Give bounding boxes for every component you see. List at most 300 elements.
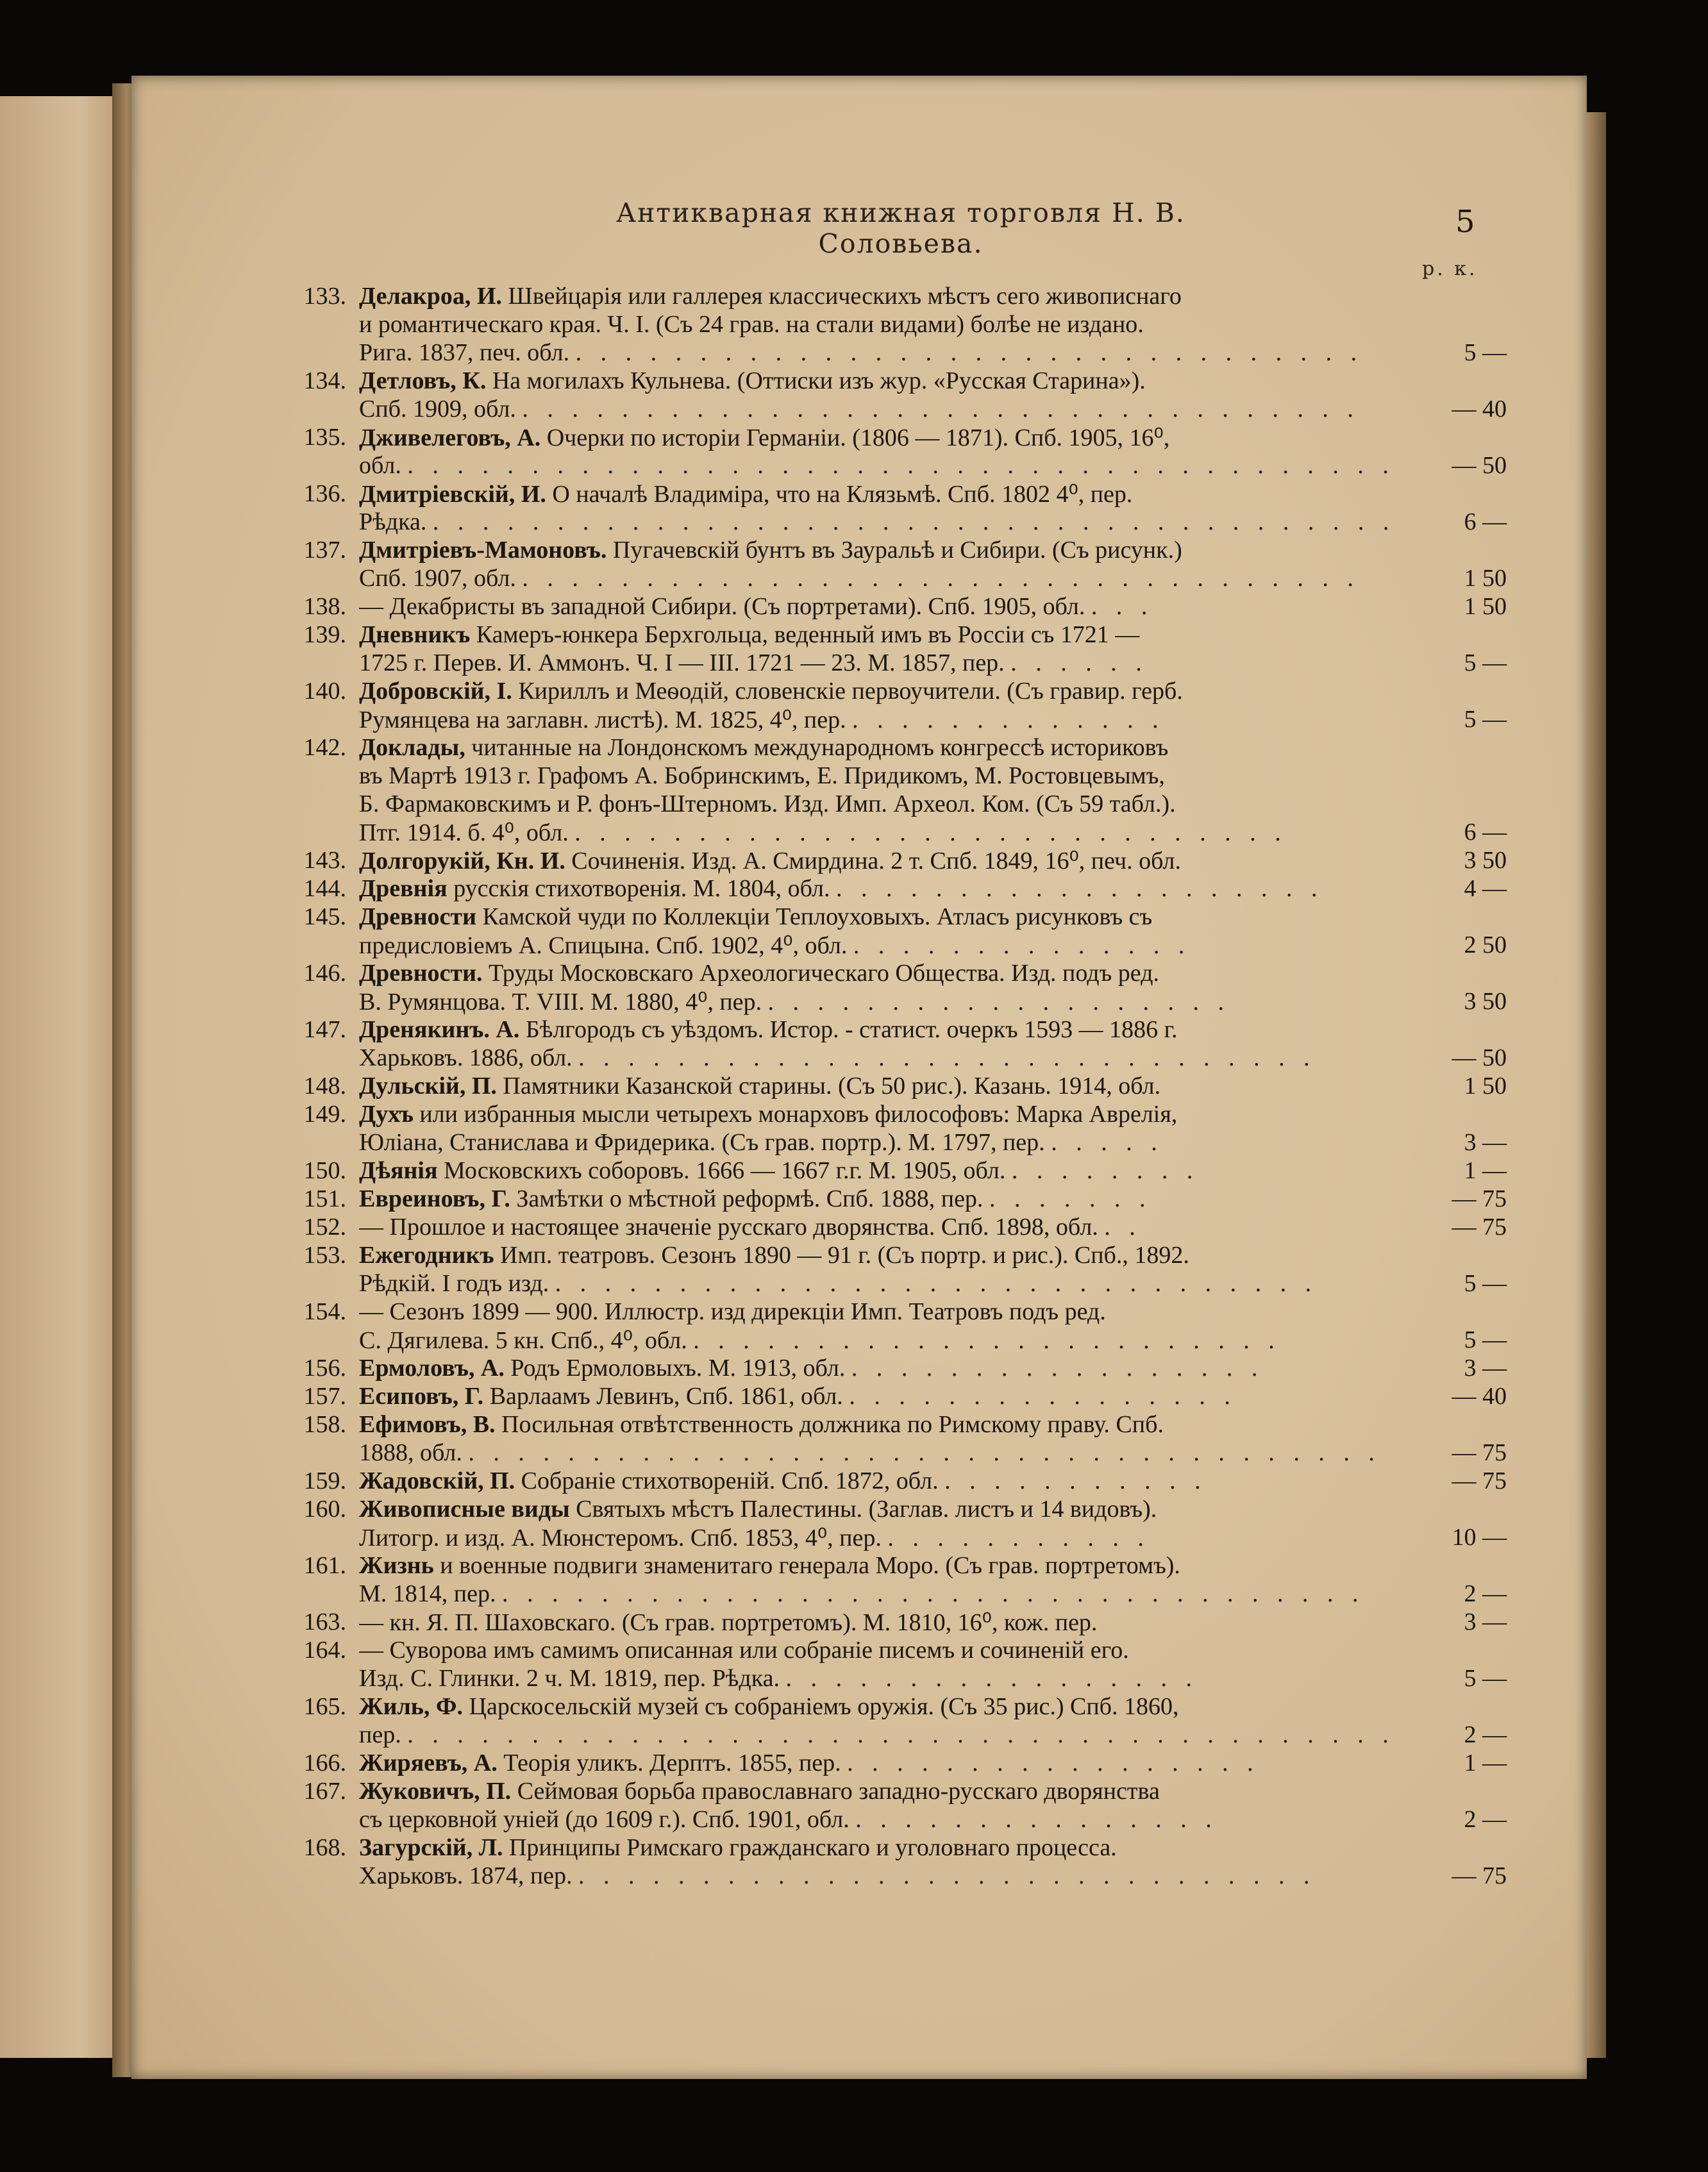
entry-text <box>359 1636 1475 1664</box>
entry-price: 2 — <box>1464 1580 1507 1607</box>
dot-leader: . . . . . . . . . . . . . . . . . <box>847 1750 1260 1776</box>
entry-number: 136. <box>303 480 346 507</box>
entry-author: Живописные виды <box>359 1496 570 1523</box>
catalog-line <box>295 1185 1513 1213</box>
catalog-line <box>295 451 1513 480</box>
catalog-line <box>295 592 1513 621</box>
entry-description: Московскихъ соборовъ. 1666 — 1667 г.г. М. 1905, обл. <box>444 1157 1006 1184</box>
entry-description: Рига. 1837, печ. обл. <box>359 339 570 366</box>
entry-description: Кириллъ и Меѳодій, словенскіе первоучители. (Съ гравир. герб. <box>518 678 1183 705</box>
entry-author: Делакроа, И. <box>359 283 502 310</box>
entry-description: Царскосельскій музей съ собраніемъ оружія. (Съ 35 рис.) Спб. 1860, <box>469 1693 1179 1720</box>
entry-author: Жадовскій, П. <box>359 1467 515 1494</box>
entry-description: Пугачевскій бунтъ въ Зауральѣ и Сибири. (Съ рисунк.) <box>612 537 1182 564</box>
entry-price: 1 50 <box>1464 593 1507 620</box>
entry-text <box>359 508 1475 536</box>
entry-description: Замѣтки о мѣстной реформѣ. Спб. 1888, пер. <box>516 1185 984 1212</box>
catalog-line <box>295 1495 1513 1523</box>
entry-description: — Сезонъ 1899 — 900. Иллюстр. изд дирекціи Имп. Театровъ подъ ред. <box>359 1298 1106 1325</box>
entry-description: Рѣдка. <box>359 508 427 535</box>
entry-author: Добровскій, I. <box>359 678 512 705</box>
entry-author: Дѣянія <box>359 1157 438 1184</box>
running-header: Антикварная книжная торговля Н. В. Соловьева. <box>616 197 1185 259</box>
entry-text <box>359 1777 1475 1805</box>
entry-number: 148. <box>303 1073 346 1099</box>
entry-author: Долгорукій, Кн. И. <box>359 848 565 874</box>
catalog-line <box>295 1805 1513 1834</box>
catalog-line <box>295 846 1513 874</box>
entry-text <box>359 564 1475 592</box>
entry-number: 138. <box>303 593 346 620</box>
entry-number: 140. <box>303 678 346 705</box>
dot-leader: . . . . . . . . . . . . . . . . <box>849 1383 1237 1410</box>
catalog-line <box>295 1523 1513 1551</box>
entry-description: пер. <box>359 1721 401 1748</box>
catalog-line <box>295 1241 1513 1269</box>
entry-text <box>359 1015 1475 1044</box>
entry-text <box>359 395 1475 423</box>
entry-number: 133. <box>303 283 346 310</box>
entry-description: Сеймовая борьба православнаго западно-русскаго дворянства <box>517 1778 1160 1805</box>
entry-author: Дживелеговъ, А. <box>359 424 541 451</box>
entry-author: Дневникъ <box>359 621 471 648</box>
entry-author: Дренякинъ. А. <box>359 1016 520 1043</box>
entry-number: 152. <box>303 1214 346 1241</box>
entry-number: 147. <box>303 1016 346 1043</box>
dot-leader: . . . . . . . . . . . . . . . . . . . . . . . . . . . . . . . . . . <box>522 396 1360 422</box>
entry-text <box>359 1157 1475 1185</box>
entry-description: Святыхъ мѣстъ Палестины. (Заглав. листъ и 14 видовъ). <box>576 1496 1157 1523</box>
entry-price: 5 — <box>1464 1326 1507 1353</box>
catalog-line <box>295 1044 1513 1072</box>
entry-text <box>359 1072 1475 1100</box>
entry-description: Литогр. и изд. А. Мюнстеромъ. Спб. 1853, 4⁰, пер. <box>359 1525 882 1551</box>
entry-price: — 40 <box>1452 1383 1507 1410</box>
entry-text <box>359 874 1475 903</box>
entry-text <box>359 592 1475 621</box>
catalog-line <box>295 1551 1513 1580</box>
entry-description: Бѣлгородъ съ уѣздомъ. Истор. - статист. очеркъ 1593 — 1886 г. <box>525 1016 1178 1043</box>
entry-author: Дульскій, П. <box>359 1073 497 1099</box>
entry-price: — 50 <box>1452 1044 1507 1071</box>
entry-description: обл. <box>359 452 401 479</box>
entry-text <box>359 733 1475 762</box>
entry-text <box>359 1044 1475 1072</box>
entry-number: 146. <box>303 960 346 987</box>
entry-number: 145. <box>303 903 346 930</box>
dot-leader: . . . . . . . . . . . . . <box>852 706 1165 733</box>
catalog-line <box>295 987 1513 1015</box>
entry-price: 5 — <box>1464 706 1507 733</box>
entry-author: Доклады, <box>359 734 465 761</box>
catalog-line <box>295 874 1513 903</box>
entry-number: 137. <box>303 537 346 564</box>
catalog-line <box>295 536 1513 564</box>
entry-description: Харьковъ. 1874, пер. <box>359 1862 573 1889</box>
entry-text <box>359 536 1475 564</box>
entry-description: предисловіемъ А. Спицына. Спб. 1902, 4⁰, обл. <box>359 932 848 959</box>
entry-text <box>359 1298 1475 1326</box>
entry-text <box>359 451 1475 480</box>
entry-description: Принципы Римскаго гражданскаго и уголовнаго процесса. <box>508 1834 1117 1861</box>
entry-price: 5 — <box>1464 1270 1507 1297</box>
entry-text <box>359 1551 1475 1580</box>
dot-leader: . . . . . <box>1051 1129 1164 1156</box>
entry-description: съ церковной уніей (до 1609 г.). Спб. 1901, обл. <box>359 1806 850 1833</box>
catalog-line <box>295 762 1513 790</box>
entry-description: — Декабристы въ западной Сибири. (Съ портретами). Спб. 1905, обл. <box>359 593 1085 620</box>
entry-price: 3 — <box>1464 1129 1507 1156</box>
price-column-heading: р. к. <box>1422 258 1478 280</box>
right-page-edge <box>1587 112 1606 2058</box>
entry-description: Камской чуди по Коллекціи Теплоуховыхъ. Атласъ рисунковъ съ <box>482 903 1153 930</box>
entry-price: 1 — <box>1464 1157 1507 1184</box>
entry-text <box>359 762 1475 790</box>
catalog-line <box>295 1072 1513 1100</box>
entry-text <box>359 1410 1475 1439</box>
catalog-line <box>295 1467 1513 1495</box>
entry-author: Жизнь <box>359 1552 434 1579</box>
catalog-line <box>295 1100 1513 1128</box>
entry-number: 165. <box>303 1693 346 1720</box>
entry-description: Собраніе стихотвореній. Спб. 1872, обл. <box>521 1467 939 1494</box>
entry-description: Спб. 1907, обл. <box>359 565 516 592</box>
entry-number: 160. <box>303 1496 346 1523</box>
catalog-line <box>295 1015 1513 1044</box>
entry-text <box>359 1326 1475 1355</box>
entry-number: 156. <box>303 1355 346 1382</box>
catalog-line <box>295 1664 1513 1692</box>
entry-price: 3 — <box>1464 1608 1507 1635</box>
entry-price: 10 — <box>1452 1524 1507 1551</box>
catalog-line <box>295 705 1513 733</box>
entry-text <box>359 931 1475 960</box>
entry-description: Очерки по исторіи Германіи. (1806 — 1871). Спб. 1905, 16⁰, <box>546 424 1170 451</box>
entry-author: Есиповъ, Г. <box>359 1383 484 1410</box>
catalog-line <box>295 1834 1513 1862</box>
entry-price: — 75 <box>1452 1467 1507 1494</box>
dot-leader: . . . . . . . . . . . . . . . . . . . . <box>835 875 1324 902</box>
entry-number: 151. <box>303 1185 346 1212</box>
entry-description: русскія стихотворенія. М. 1804, обл. <box>453 875 830 902</box>
catalog-line <box>295 1354 1513 1382</box>
entry-author: Жиль, Ф. <box>359 1693 464 1720</box>
entry-description: Памятники Казанской старины. (Съ 50 рис.). Казань. 1914, обл. <box>503 1073 1161 1099</box>
entry-price: 4 — <box>1464 875 1507 902</box>
entry-number: 135. <box>303 424 346 451</box>
entry-text <box>359 903 1475 931</box>
entry-text <box>359 1580 1475 1608</box>
entry-price: 3 — <box>1464 1355 1507 1382</box>
entry-text <box>359 649 1475 677</box>
catalog-line <box>295 508 1513 536</box>
entry-text <box>359 1354 1475 1382</box>
catalog-line <box>295 677 1513 705</box>
entry-price: 5 — <box>1464 1665 1507 1692</box>
catalog-line <box>295 818 1513 846</box>
entry-number: 153. <box>303 1242 346 1269</box>
entry-text <box>359 1805 1475 1834</box>
catalog-line <box>295 1777 1513 1805</box>
entry-text <box>359 1382 1475 1410</box>
entry-description: и военные подвиги знаменитаго генерала Моро. (Съ грав. портретомъ). <box>440 1552 1180 1579</box>
catalog-line <box>295 480 1513 508</box>
entry-text <box>359 1862 1475 1890</box>
entry-text <box>359 1467 1475 1495</box>
entry-description: Камеръ-юнкера Берхгольца, веденный имъ въ Россіи съ 1721 — <box>476 621 1140 648</box>
entry-description: Родъ Ермоловыхъ. М. 1913, обл. <box>510 1355 846 1382</box>
dot-leader: . . . . . . . . . . . . . . . . . . . . . . . . . . . . . . . . . . . . . . . . <box>407 452 1395 479</box>
entry-description: На могилахъ Кульнева. (Оттиски изъ жур. «Русская Старина»). <box>492 367 1146 394</box>
dot-leader: . . . <box>1091 593 1154 620</box>
entry-number: 166. <box>303 1750 346 1776</box>
entry-description: — Суворова имъ самимъ описанная или собраніе писемъ и сочиненій его. <box>359 1637 1129 1664</box>
entry-text <box>359 367 1475 395</box>
catalog-line <box>295 1862 1513 1890</box>
catalog-line <box>295 1213 1513 1241</box>
dot-leader: . . . . . . . . . . . . . . . . . . . <box>767 989 1231 1015</box>
catalog-entries <box>295 282 1513 1890</box>
entry-description: Рѣдкій. I годъ изд. <box>359 1270 549 1297</box>
entry-description: Харьковъ. 1886, обл. <box>359 1044 573 1071</box>
catalog-line <box>295 1298 1513 1326</box>
catalog-line <box>295 649 1513 677</box>
entry-author: Ермоловъ, А. <box>359 1355 505 1382</box>
catalog-line <box>295 931 1513 959</box>
entry-price: — 75 <box>1452 1439 1507 1466</box>
entry-text <box>359 1128 1475 1157</box>
catalog-line <box>295 1636 1513 1664</box>
dot-leader: . . . . . . . . . . . <box>944 1467 1207 1494</box>
entry-number: 144. <box>303 875 346 902</box>
dot-leader: . . . . . . . . . . . . . . . . . . . . . . . . . . . . . . . <box>555 1270 1318 1297</box>
entry-description: Юліана, Станислава и Фридерика. (Съ грав. портр.). М. 1797, пер. <box>359 1129 1045 1156</box>
entry-number: 143. <box>303 847 346 874</box>
entry-text <box>359 1495 1475 1523</box>
entry-description: Имп. театровъ. Сезонъ 1890 — 91 г. (Съ портр. и рис.). Спб., 1892. <box>500 1242 1189 1269</box>
entry-description: О началѣ Владиміра, что на Клязьмѣ. Спб. 1802 4⁰, пер. <box>552 481 1133 508</box>
entry-description: Труды Московскаго Археологическаго Общества. Изд. подъ ред. <box>489 960 1159 987</box>
entry-number: 159. <box>303 1467 346 1494</box>
catalog-line <box>295 282 1513 310</box>
entry-author: Детловъ, К. <box>359 367 487 394</box>
entry-text <box>359 1834 1475 1862</box>
entry-description: Изд. С. Глинки. 2 ч. М. 1819, пер. Рѣдка. <box>359 1665 780 1692</box>
entry-author: Дмитріевскій, И. <box>359 481 546 508</box>
entry-description: Б. Фармаковскимъ и Р. фонъ-Штерномъ. Изд. Имп. Археол. Ком. (Съ 59 табл.). <box>359 790 1176 817</box>
catalog-line <box>295 367 1513 395</box>
entry-text <box>359 1749 1475 1777</box>
catalog-line <box>295 423 1513 451</box>
catalog-line <box>295 338 1513 367</box>
catalog-line <box>295 395 1513 423</box>
entry-description: Птг. 1914. б. 4⁰, обл. <box>359 819 569 846</box>
entry-price: 2 — <box>1464 1806 1507 1833</box>
entry-author: Дмитріевъ-Мамоновъ. <box>359 537 607 564</box>
entry-price: 6 — <box>1464 508 1507 535</box>
catalog-line <box>295 1269 1513 1298</box>
entry-price: — 40 <box>1452 396 1507 422</box>
entry-description: С. Дягилева. 5 кн. Спб., 4⁰, обл. <box>359 1327 687 1354</box>
entry-number: 158. <box>303 1411 346 1438</box>
entry-price: — 75 <box>1452 1214 1507 1241</box>
entry-text <box>359 846 1475 875</box>
entry-author: Загурскій, Л. <box>359 1834 503 1861</box>
entry-number: 134. <box>303 367 346 394</box>
entry-description: Спб. 1909, обл. <box>359 396 516 422</box>
dot-leader: . . . . . . . . . . . . . . . . . . . . . . . . . . . . . . <box>578 1862 1316 1889</box>
page-number: 5 <box>1455 204 1475 240</box>
entry-description: Теорія уликъ. Дерптъ. 1855, пер. <box>503 1750 841 1776</box>
catalog-line <box>295 621 1513 649</box>
entry-text <box>359 959 1475 987</box>
entry-text <box>359 282 1475 310</box>
catalog-line <box>295 1439 1513 1467</box>
entry-author: Евреиновъ, Г. <box>359 1185 510 1212</box>
dot-leader: . . . . . . . . <box>1011 1157 1200 1184</box>
entry-text <box>359 310 1475 338</box>
catalog-line <box>295 1692 1513 1721</box>
entry-price: 3 50 <box>1464 988 1507 1015</box>
entry-text <box>359 1439 1475 1467</box>
catalog-line <box>295 959 1513 987</box>
entry-price: 1 50 <box>1464 1073 1507 1099</box>
dot-leader: . . . . . . . . . . . . . . <box>853 932 1191 959</box>
entry-author: Древности <box>359 903 476 930</box>
entry-price: 6 — <box>1464 819 1507 846</box>
dot-leader: . . . . . . . . . . . . . . . . . . . . . . . . . . . . . . . . . . <box>522 565 1360 592</box>
entry-number: 157. <box>303 1383 346 1410</box>
entry-author: Ежегодникъ <box>359 1242 494 1269</box>
entry-price: 3 50 <box>1464 847 1507 874</box>
entry-description: въ Мартѣ 1913 г. Графомъ А. Бобринскимъ, Е. Придикомъ, М. Ростовцевымъ, <box>359 762 1165 789</box>
catalog-line <box>295 1580 1513 1608</box>
entry-text <box>359 1523 1475 1552</box>
entry-number: 168. <box>303 1834 346 1861</box>
entry-description: Швейцарія или галлерея классическихъ мѣстъ сего живописнаго <box>508 283 1182 310</box>
dot-leader: . . . . . . . <box>989 1185 1152 1212</box>
entry-text <box>359 1241 1475 1269</box>
entry-text <box>359 1213 1475 1241</box>
entry-text <box>359 818 1475 847</box>
dot-leader: . . . . . . . . . . . <box>887 1525 1150 1551</box>
entry-description: читанные на Лондонскомъ международномъ конгрессѣ историковъ <box>471 734 1169 761</box>
entry-text <box>359 1721 1475 1749</box>
entry-description: — Прошлое и настоящее значеніе русскаго дворянства. Спб. 1898, обл. <box>359 1214 1098 1241</box>
entry-text <box>359 705 1475 734</box>
entry-description: Варлаамъ Левинъ, Спб. 1861, обл. <box>489 1383 843 1410</box>
entry-text <box>359 1100 1475 1128</box>
dot-leader: . . <box>1104 1214 1142 1241</box>
entry-price: 2 50 <box>1464 931 1507 958</box>
catalog-line <box>295 310 1513 338</box>
entry-number: 163. <box>303 1608 346 1635</box>
dot-leader: . . . . . . . . . . . . . . . . . . . . . . . . . . . . . . . . <box>575 339 1364 366</box>
entry-price: 5 — <box>1464 649 1507 676</box>
entry-text <box>359 790 1475 818</box>
entry-text <box>359 423 1475 452</box>
dot-leader: . . . . . . . . . . . . . . . . . . . . . . . . . . . . . . . . . . . . . . . . <box>407 1721 1395 1748</box>
entry-number: 154. <box>303 1298 346 1325</box>
entry-author: Ефимовъ, В. <box>359 1411 496 1438</box>
entry-price: 1 — <box>1464 1750 1507 1776</box>
catalog-line <box>295 1721 1513 1749</box>
entry-number: 167. <box>303 1778 346 1805</box>
entry-number: 139. <box>303 621 346 648</box>
entry-description: или избранныя мысли четырехъ монарховъ философовъ: Марка Аврелія, <box>419 1101 1178 1128</box>
catalog-line <box>295 1749 1513 1777</box>
catalog-line <box>295 564 1513 592</box>
entry-number: 142. <box>303 734 346 761</box>
entry-description: 1888, обл. <box>359 1439 462 1466</box>
entry-author: Древности. <box>359 960 483 987</box>
entry-author: Древнія <box>359 875 448 902</box>
entry-description: и романтическаго края. Ч. I. (Съ 24 грав. на стали видами) болѣе не издано. <box>359 311 1144 338</box>
catalog-line <box>295 1382 1513 1410</box>
entry-text <box>359 480 1475 508</box>
entry-price: — 50 <box>1452 452 1507 479</box>
dot-leader: . . . . . . . . . . . . . . . . . . . . . . . . . . . . . . . . . . . . . . . <box>432 508 1396 535</box>
entry-description: В. Румянцова. Т. VIII. М. 1880, 4⁰, пер. <box>359 989 762 1015</box>
entry-description: 1725 г. Перев. И. Аммонъ. Ч. I — III. 1721 — 23. М. 1857, пер. <box>359 649 1005 676</box>
catalog-line <box>295 1608 1513 1636</box>
entry-text <box>359 1185 1475 1213</box>
dot-leader: . . . . . . . . . . . . . . . . . . . . . . . . . . . . . <box>574 819 1287 846</box>
dot-leader: . . . . . . . . . . . . . . . . . . . . . . . . <box>693 1327 1281 1354</box>
entry-text <box>359 338 1475 367</box>
entry-text <box>359 1608 1475 1637</box>
entry-number: 161. <box>303 1552 346 1579</box>
dot-leader: . . . . . . . . . . . . . . . . . <box>851 1355 1264 1382</box>
dot-leader: . . . . . . . . . . . . . . . <box>855 1806 1218 1833</box>
dot-leader: . . . . . . <box>1010 649 1148 676</box>
dot-leader: . . . . . . . . . . . . . . . . . <box>785 1665 1198 1692</box>
entry-description: Посильная отвѣтственность должника по Римскому праву. Спб. <box>501 1411 1164 1438</box>
entry-author: Духъ <box>359 1101 414 1128</box>
dot-leader: . . . . . . . . . . . . . . . . . . . . . . . . . . . . . . . . . . . . . <box>468 1439 1381 1466</box>
catalog-line <box>295 1410 1513 1439</box>
catalog-line <box>295 1157 1513 1185</box>
entry-description: М. 1814, пер. <box>359 1580 496 1607</box>
entry-price: 1 50 <box>1464 565 1507 592</box>
entry-price: — 75 <box>1452 1185 1507 1212</box>
entry-text <box>359 621 1475 649</box>
entry-description: Румянцева на заглавн. листѣ). М. 1825, 4⁰, пер. <box>359 706 846 733</box>
entry-text <box>359 987 1475 1016</box>
entry-number: 149. <box>303 1101 346 1128</box>
entry-text <box>359 1664 1475 1692</box>
entry-author: Жуковичъ, П. <box>359 1778 512 1805</box>
dot-leader: . . . . . . . . . . . . . . . . . . . . . . . . . . . . . . . . . . . <box>502 1580 1365 1607</box>
entry-price: — 75 <box>1452 1862 1507 1889</box>
entry-price: 5 — <box>1464 339 1507 366</box>
entry-text <box>359 1692 1475 1721</box>
catalog-line <box>295 1128 1513 1157</box>
entry-text <box>359 1269 1475 1298</box>
entry-description: Сочиненія. Изд. А. Смирдина. 2 т. Спб. 1849, 16⁰, печ. обл. <box>571 848 1182 874</box>
catalog-line <box>295 790 1513 818</box>
entry-number: 150. <box>303 1157 346 1184</box>
entry-price: 2 — <box>1464 1721 1507 1748</box>
catalog-line <box>295 733 1513 762</box>
catalog-line <box>295 1326 1513 1354</box>
entry-author: Жиряевъ, А. <box>359 1750 498 1776</box>
entry-description: — кн. Я. П. Шаховскаго. (Съ грав. портретомъ). М. 1810, 16⁰, кож. пер. <box>359 1609 1098 1636</box>
catalog-line <box>295 903 1513 931</box>
dot-leader: . . . . . . . . . . . . . . . . . . . . . . . . . . . . . . <box>578 1044 1316 1071</box>
entry-number: 164. <box>303 1637 346 1664</box>
entry-text <box>359 677 1475 705</box>
